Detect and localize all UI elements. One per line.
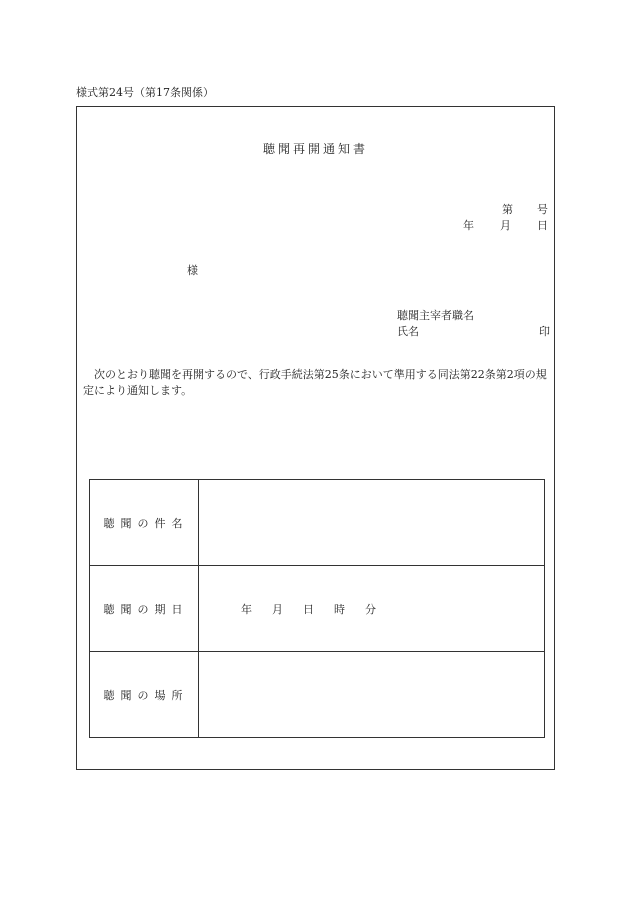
seal-mark: 印 [539, 325, 550, 338]
table-row [90, 652, 545, 738]
hearing-place-value [199, 652, 545, 738]
hearing-subject-value [199, 480, 545, 566]
datetime-hour: 時 [334, 602, 345, 616]
details-table [89, 479, 545, 738]
datetime-month: 月 [272, 602, 283, 616]
sender-name-line [397, 323, 550, 339]
notice-frame [76, 106, 555, 770]
ref-number-prefix: 第 [502, 203, 513, 216]
sender-title: 聴聞主宰者職名 [397, 309, 474, 322]
ref-number-suffix: 号 [537, 203, 548, 216]
reference-number [502, 201, 548, 217]
recipient-honorific: 様 [187, 264, 198, 277]
table-row [90, 480, 545, 566]
document-title: 聴聞再開通知書 [262, 142, 368, 156]
datetime-day: 日 [303, 602, 314, 616]
datetime-minute: 分 [365, 602, 376, 616]
body-text: 次のとおり聴聞を再開するので、行政手続法第25条において準用する同法第22条第2項の規定により通知します。 [83, 368, 547, 397]
hearing-date-label: 聴聞の期日 [90, 566, 199, 652]
issue-date [463, 217, 548, 233]
date-year: 年 [463, 219, 474, 232]
hearing-place-label: 聴聞の場所 [90, 652, 199, 738]
form-number-label: 様式第24号（第17条関係） [76, 86, 214, 99]
hearing-subject-label: 聴聞の件名 [90, 480, 199, 566]
date-month: 月 [500, 219, 511, 232]
hearing-datetime-value [199, 566, 545, 652]
datetime-year: 年 [241, 602, 252, 616]
table-row [90, 566, 545, 652]
sender-name-label: 氏名 [397, 325, 419, 338]
date-day: 日 [537, 219, 548, 232]
